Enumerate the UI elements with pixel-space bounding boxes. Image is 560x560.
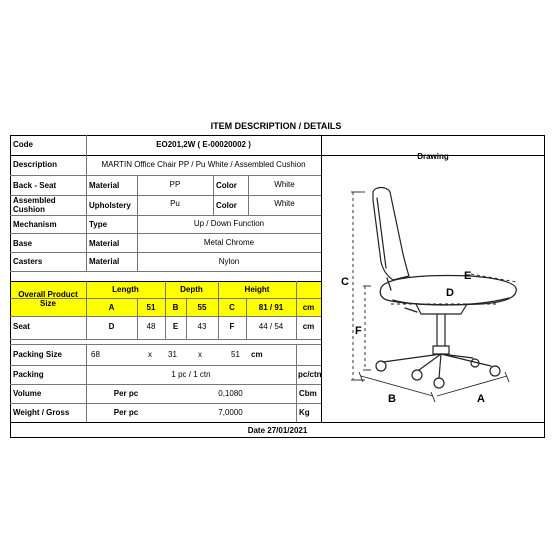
weight-per: Per pc bbox=[113, 408, 139, 417]
depth-header: Depth bbox=[180, 285, 203, 294]
packing-size-v3: 51 bbox=[231, 350, 240, 359]
base-value: Metal Chrome bbox=[203, 238, 255, 247]
back-seat-key1: Material bbox=[89, 181, 120, 190]
packing-size-x2: x bbox=[198, 350, 202, 359]
mechanism-key: Type bbox=[89, 220, 108, 229]
packing-size-v2: 31 bbox=[168, 350, 177, 359]
base-key: Material bbox=[89, 239, 120, 248]
casters-key: Material bbox=[89, 257, 120, 266]
base-label: Base bbox=[13, 239, 33, 248]
length-header: Length bbox=[112, 285, 139, 294]
back-seat-value2: White bbox=[274, 180, 295, 189]
volume-per: Per pc bbox=[113, 389, 139, 398]
overall-size-label: Overall Product Size bbox=[18, 290, 78, 308]
height-header: Height bbox=[244, 285, 270, 294]
size-c-value: 81 / 91 bbox=[258, 303, 284, 312]
assembled-label: Assembled Cushion bbox=[13, 196, 56, 214]
back-seat-key2: Color bbox=[216, 181, 237, 190]
assembled-key1: Upholstery bbox=[89, 201, 131, 210]
weight-unit: Kg bbox=[299, 408, 310, 417]
seat-label: Seat bbox=[13, 322, 30, 331]
volume-value: 0,1080 bbox=[218, 389, 243, 398]
description-value: MARTIN Office Chair PP / Pu White / Assembled Cushion bbox=[101, 160, 306, 169]
size-c-letter: C bbox=[229, 303, 235, 312]
weight-label: Weight / Gross bbox=[13, 408, 70, 417]
assembled-value2: White bbox=[274, 199, 295, 208]
code-label: Code bbox=[13, 140, 33, 149]
casters-value: Nylon bbox=[218, 257, 240, 266]
seat-d-value: 48 bbox=[146, 322, 156, 331]
chair-drawing bbox=[321, 170, 545, 420]
volume-unit: Cbm bbox=[299, 389, 317, 398]
back-seat-value1: PP bbox=[169, 180, 181, 189]
dim-e-letter: E bbox=[464, 270, 472, 282]
code-value: EO201,2W ( E-00020002 ) bbox=[156, 140, 251, 149]
mechanism-label: Mechanism bbox=[13, 220, 57, 229]
seat-unit: cm bbox=[302, 322, 315, 331]
back-seat-label: Back - Seat bbox=[13, 181, 57, 190]
size-b-letter: B bbox=[172, 303, 179, 312]
packing-size-v1: 68 bbox=[91, 350, 100, 359]
weight-value: 7,0000 bbox=[218, 408, 243, 417]
packing-unit: pc/ctn bbox=[298, 370, 322, 379]
packing-size-x1: x bbox=[148, 350, 152, 359]
assembled-value1: Pu bbox=[170, 199, 180, 208]
size-a-letter: A bbox=[108, 303, 115, 312]
document-title: ITEM DESCRIPTION / DETAILS bbox=[210, 121, 342, 131]
seat-e-value: 43 bbox=[197, 322, 207, 331]
size-unit: cm bbox=[302, 303, 315, 312]
date-label: Date 27/01/2021 bbox=[247, 426, 308, 435]
packing-size-unit: cm bbox=[251, 350, 263, 359]
dim-b-letter: B bbox=[388, 393, 396, 405]
packing-size-label: Packing Size bbox=[13, 350, 62, 359]
casters-label: Casters bbox=[13, 257, 43, 266]
dim-c-letter: C bbox=[341, 276, 349, 288]
dim-f-letter: F bbox=[355, 325, 362, 337]
assembled-key2: Color bbox=[216, 201, 237, 210]
seat-f-letter: F bbox=[229, 322, 235, 331]
dim-d-letter: D bbox=[446, 287, 454, 299]
seat-f-value: 44 / 54 bbox=[258, 322, 284, 331]
size-a-value: 51 bbox=[146, 303, 156, 312]
seat-d-letter: D bbox=[108, 322, 115, 331]
dim-a-letter: A bbox=[477, 393, 485, 405]
volume-label: Volume bbox=[13, 389, 42, 398]
packing-value: 1 pc / 1 ctn bbox=[171, 370, 211, 379]
size-b-value: 55 bbox=[197, 303, 207, 312]
mechanism-value: Up / Down Function bbox=[193, 219, 265, 228]
drawing-label: Drawing bbox=[417, 152, 449, 161]
packing-label: Packing bbox=[13, 370, 44, 379]
seat-e-letter: E bbox=[172, 322, 179, 331]
description-label: Description bbox=[13, 160, 58, 169]
